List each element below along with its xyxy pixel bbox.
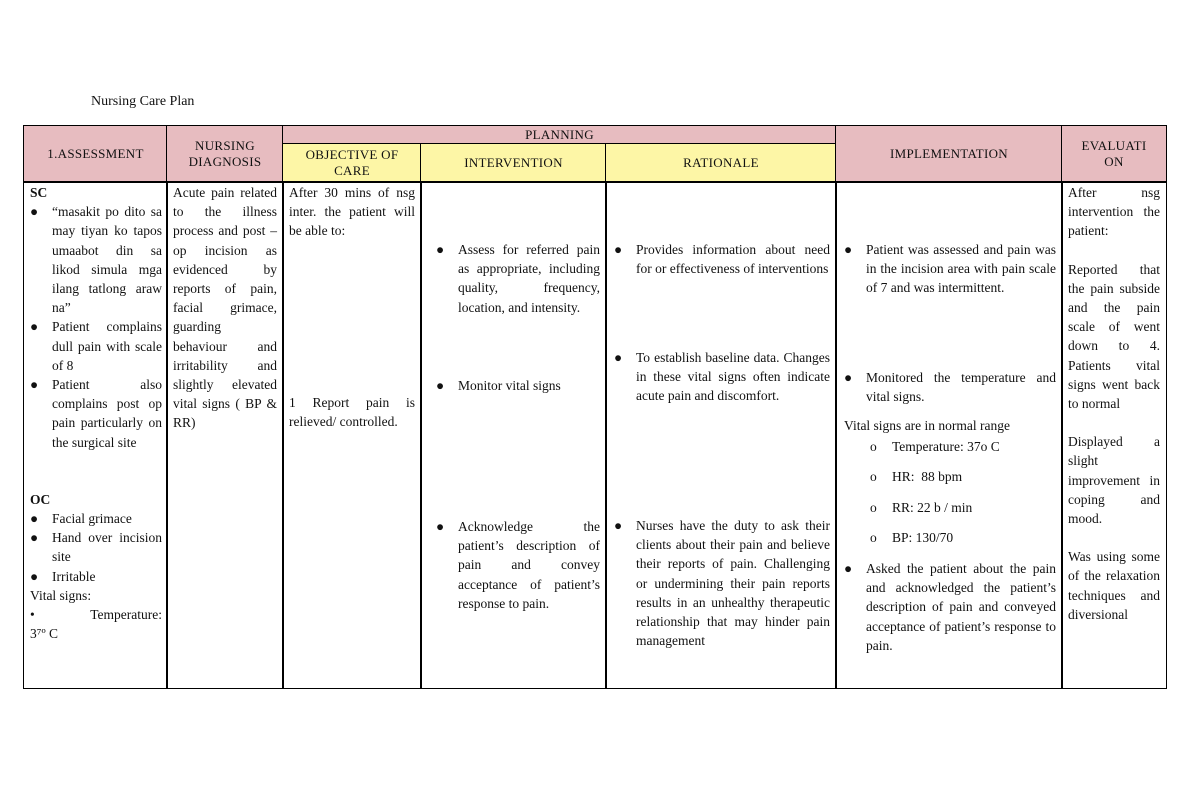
oc-label: OC <box>30 491 51 507</box>
oc-item <box>30 509 162 528</box>
header-planning-label: PLANNING <box>525 127 594 142</box>
intervention-item <box>436 517 600 613</box>
vital-reading <box>844 498 1056 517</box>
vital-reading-text: RR: 22 b / min <box>892 499 973 515</box>
rationale-text: Provides information about need for or effectiveness of interventions <box>636 242 830 277</box>
header-assessment-label: 1.ASSESSMENT <box>47 146 144 161</box>
header-objective-label: OBJECTIVE OF CARE <box>305 147 399 178</box>
sc-item-text: Patient also complains post op pain particularly on the surgical site <box>52 377 162 450</box>
vital-item <box>30 605 162 624</box>
small-bullet-icon: • <box>30 607 35 623</box>
rationale-text: Nurses have the duty to ask their clients about their pain and believe their reports of pain. Challenging or undermining their pain reports results in an unhealthy therapeutic relationship that may hinder pain management <box>636 518 830 649</box>
sub-bullet-icon: o <box>870 529 877 545</box>
bullet-icon: ● <box>844 561 853 576</box>
vital-reading-text: HR: 88 bpm <box>892 469 963 485</box>
body-objective-cell <box>282 181 422 689</box>
vital-reading <box>844 528 1056 547</box>
diagnosis-text: Acute pain related to the illness process and post – op incision as evidenced by reports of pain, facial grimace, guarding behaviour and irritability and slightly elevated vital signs ( BP & RR) <box>173 185 277 431</box>
vital-item-text: Temperature: <box>90 607 162 623</box>
vital-reading <box>844 437 1056 456</box>
bullet-icon: ● <box>30 319 39 335</box>
bullet-icon: ● <box>30 511 39 527</box>
vitals-normal-label: Vital signs are in normal range <box>844 418 1011 433</box>
oc-item-text: Hand over incision site <box>52 530 162 565</box>
header-evaluation-label: EVALUATI ON <box>1081 138 1147 169</box>
sc-label: SC <box>30 185 48 200</box>
header-intervention-label: INTERVENTION <box>464 155 563 170</box>
bullet-icon: ● <box>844 370 853 385</box>
header-diagnosis <box>166 125 284 183</box>
oc-item-text: Irritable <box>52 568 96 584</box>
implementation-text: Patient was assessed and pain was in the incision area with pain scale of 7 and was intermittent. <box>866 242 1056 296</box>
sc-item-text: “masakit po dito sa may tiyan ko tapos umaabot din sa likod simula mga ilang tatlong araw na” <box>52 204 162 316</box>
evaluation-paragraph: Displayed a slight improvement in coping and mood. <box>1068 434 1160 527</box>
assessment-content <box>30 183 162 643</box>
rationale-item <box>614 240 830 278</box>
header-objective <box>282 143 422 183</box>
rationale-item <box>614 516 830 650</box>
bullet-icon: ● <box>436 242 445 257</box>
header-implementation <box>835 125 1063 183</box>
header-planning <box>282 125 837 145</box>
vital-signs-label: Vital signs: <box>30 587 92 603</box>
evaluation-paragraph: Reported that the pain subside and the pain scale of went down to 4. Patients vital signs went back to normal <box>1068 261 1160 412</box>
rationale-text: To establish baseline data. Changes in these vital signs often indicate acute pain and discomfort. <box>636 350 830 404</box>
sub-bullet-icon: o <box>870 499 877 515</box>
evaluation-content <box>1068 183 1160 624</box>
bullet-icon: ● <box>30 377 39 393</box>
bullet-icon: ● <box>844 242 853 257</box>
intervention-text: Monitor vital signs <box>458 378 561 393</box>
objective-text-1: After 30 mins of nsg inter. the patient will be able to: <box>289 185 415 239</box>
vital-reading <box>844 467 1056 486</box>
oc-item <box>30 528 162 566</box>
rationale-item <box>614 348 830 406</box>
intervention-text: Acknowledge the patient’s description of pain and convey acceptance of patient’s response to pain. <box>458 519 600 611</box>
sc-item <box>30 317 162 375</box>
sub-bullet-icon: o <box>870 439 877 455</box>
vital-value: 3⁷º C <box>30 626 59 642</box>
objective-text-2: 1 Report pain is relieved/ controlled. <box>289 395 415 430</box>
bullet-icon: ● <box>30 568 39 584</box>
bullet-icon: ● <box>614 518 623 533</box>
implementation-item <box>844 559 1056 655</box>
intervention-text: Assess for referred pain as appropriate, including quality, frequency, location, and intensity. <box>458 242 600 315</box>
evaluation-paragraph: After nsg intervention the patient: <box>1068 185 1160 239</box>
header-implementation-label: IMPLEMENTATION <box>890 146 1008 161</box>
implementation-text: Monitored the temperature and vital signs. <box>866 370 1056 405</box>
sub-bullet-icon: o <box>870 469 877 485</box>
header-rationale <box>605 143 837 183</box>
header-diagnosis-label: NURSING DIAGNOSIS <box>188 138 262 169</box>
bullet-icon: ● <box>614 242 623 257</box>
document-title: Nursing Care Plan <box>91 94 195 109</box>
intervention-item <box>436 240 600 317</box>
bullet-icon: ● <box>30 204 39 220</box>
oc-item <box>30 567 162 586</box>
bullet-icon: ● <box>30 530 39 546</box>
header-intervention <box>420 143 607 183</box>
sc-item-text: Patient complains dull pain with scale of 8 <box>52 319 162 373</box>
implementation-vitals <box>844 416 1056 558</box>
bullet-icon: ● <box>436 519 445 534</box>
implementation-text: Asked the patient about the pain and acknowledged the patient’s description of pain and conveyed acceptance of patient’s response to pain. <box>866 561 1056 653</box>
header-rationale-label: RATIONALE <box>683 155 759 170</box>
intervention-item <box>436 376 600 395</box>
vital-reading-text: Temperature: 37o C <box>892 439 1000 455</box>
evaluation-paragraph: Was using some of the relaxation techniques and diversional <box>1068 549 1160 622</box>
vital-reading-text: BP: 130/70 <box>892 529 954 545</box>
sc-item <box>30 375 162 452</box>
implementation-item <box>844 240 1056 298</box>
implementation-item <box>844 368 1056 406</box>
sc-item <box>30 202 162 317</box>
bullet-icon: ● <box>614 350 623 365</box>
bullet-icon: ● <box>436 378 445 393</box>
header-assessment <box>23 125 168 183</box>
header-evaluation <box>1061 125 1167 183</box>
oc-item-text: Facial grimace <box>52 511 132 527</box>
